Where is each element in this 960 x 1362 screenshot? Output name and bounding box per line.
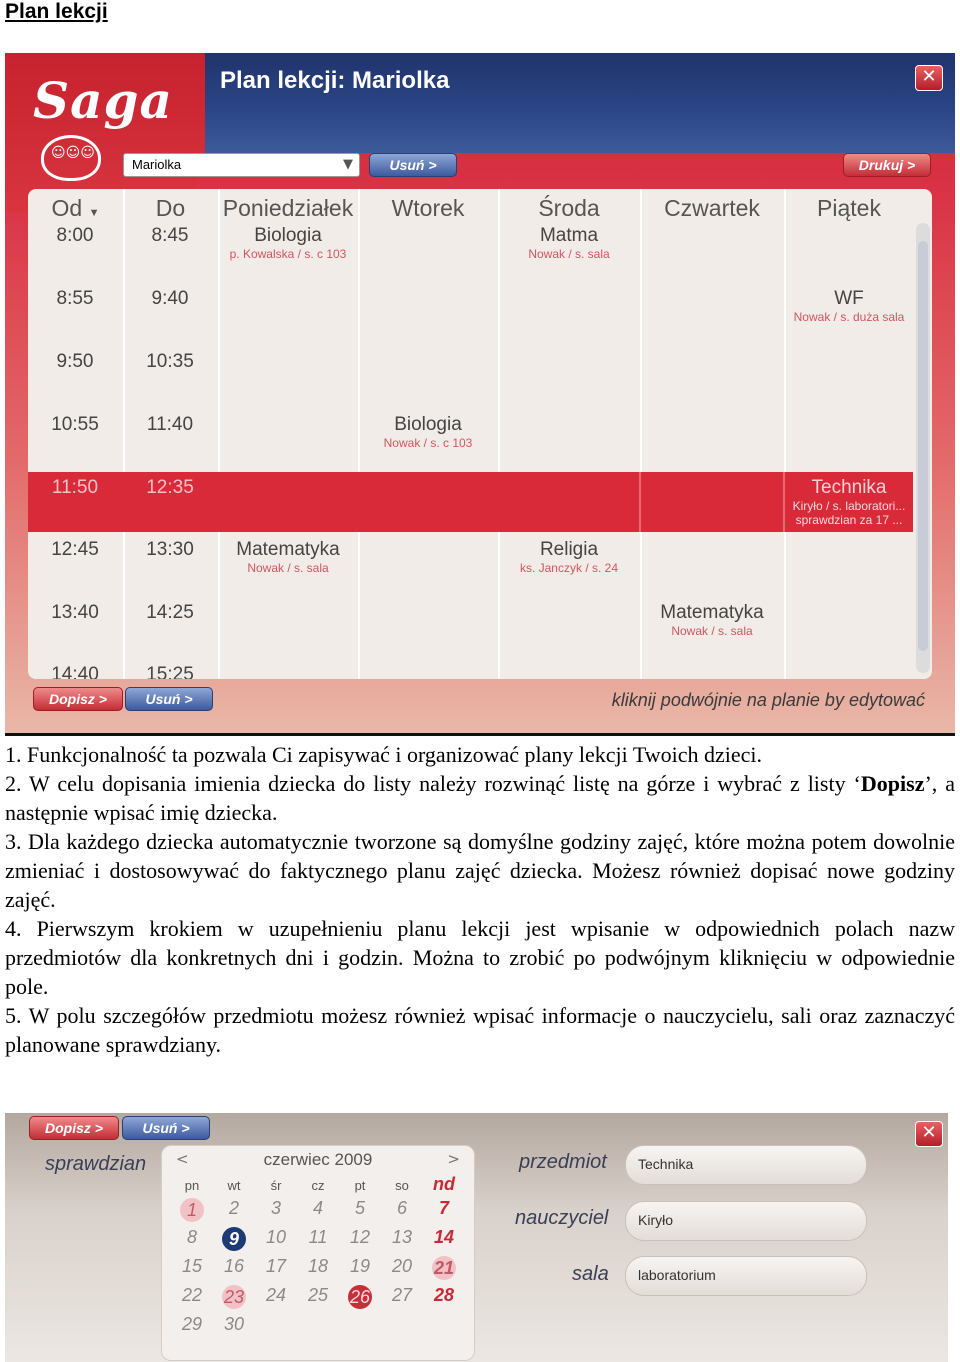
lesson-cell[interactable] <box>640 602 784 638</box>
close-button[interactable]: ✕ <box>915 1121 943 1147</box>
timetable-grid[interactable] <box>28 189 932 679</box>
calendar-day[interactable]: 24 <box>265 1285 287 1305</box>
time-start: 13:40 <box>51 602 99 623</box>
calendar-day[interactable]: 22 <box>181 1285 203 1305</box>
lesson-detail: Nowak / s. sala <box>528 247 610 261</box>
chevron-down-icon[interactable]: ▼ <box>343 157 353 172</box>
lesson-name: Matma <box>539 225 599 246</box>
lesson-cell[interactable] <box>218 225 358 261</box>
column-monday <box>218 189 360 679</box>
time-end: 15:25 <box>146 664 194 679</box>
lesson-detail: Nowak / s. duża sala <box>793 310 905 324</box>
lesson-detail: Nowak / s. sala <box>247 561 329 575</box>
teacher-label: nauczyciel <box>515 1207 609 1229</box>
calendar-month: czerwiec 2009 <box>263 1150 373 1169</box>
window-title: Plan lekcji: Mariolka <box>220 67 450 94</box>
lesson-name: Matematyka <box>236 539 340 560</box>
calendar-day[interactable]: 25 <box>307 1285 329 1305</box>
delete-lesson-button[interactable]: Usuń > <box>125 687 213 711</box>
lesson-test-note: sprawdzian za 17 ... <box>795 513 903 527</box>
lesson-cell[interactable] <box>784 288 914 324</box>
lesson-detail: Kiryło / s. laboratori... <box>792 499 906 513</box>
family-icon: ☺☺☺ <box>51 145 95 161</box>
lesson-cell[interactable] <box>498 225 640 261</box>
calendar-day[interactable]: 28 <box>433 1285 455 1305</box>
time-end: 11:40 <box>146 414 194 435</box>
calendar-day[interactable]: 5 <box>354 1198 365 1218</box>
calendar-day[interactable]: 17 <box>265 1256 287 1276</box>
instruction-3: 3. Dla każdego dziecka automatycznie tworzone są domyślne godziny zajęć, które można potem dowolnie zmieniać i dostosowywać do faktycznego planu zajęć dziecka. Możesz również dopisać nowe godziny zajęć. <box>5 829 955 912</box>
edit-hint: kliknij podwójnie na planie by edytować <box>611 690 925 710</box>
time-start: 12:45 <box>51 539 99 560</box>
teacher-field[interactable]: Kiryło <box>625 1201 867 1241</box>
calendar-day[interactable]: 20 <box>391 1256 413 1276</box>
calendar-day[interactable]: 3 <box>270 1198 281 1218</box>
header-monday: Poniedziałek <box>222 195 354 221</box>
header-od[interactable]: Od ▼ <box>51 195 100 221</box>
document-title: Plan lekcji <box>5 0 108 23</box>
instruction-1: 1. Funkcjonalność ta pozwala Ci zapisywać i organizować plany lekcji Twoich dzieci. <box>5 742 763 767</box>
calendar-day[interactable]: 13 <box>391 1227 413 1247</box>
calendar-day[interactable]: 1 <box>172 1198 212 1222</box>
instructions <box>5 737 955 1059</box>
next-month-icon[interactable]: > <box>447 1150 460 1168</box>
scrollbar-thumb[interactable] <box>918 241 928 651</box>
column-friday <box>784 189 914 679</box>
weekday: pt <box>354 1178 366 1193</box>
time-start: 14:40 <box>51 664 99 679</box>
room-field[interactable]: laboratorium <box>625 1256 867 1296</box>
calendar-day[interactable]: 27 <box>391 1285 413 1305</box>
lesson-name: Matematyka <box>660 602 764 623</box>
instruction-4: 4. Pierwszym krokiem w uzupełnieniu planu lekcji jest wpisanie w odpowiednich polach nazw przedmiotów dla konkretnych dni i godzin. Można to zrobić po podwójnym kliknięciu w odpowiednie pole. <box>5 916 955 999</box>
header-friday: Piątek <box>817 195 881 221</box>
lesson-cell[interactable] <box>784 477 914 527</box>
prev-month-icon[interactable]: < <box>176 1150 189 1168</box>
calendar-day[interactable]: 29 <box>181 1314 203 1334</box>
calendar-day[interactable]: 23 <box>223 1287 245 1307</box>
time-end: 9:40 <box>151 288 189 309</box>
lesson-cell[interactable] <box>218 539 358 575</box>
selected-row[interactable] <box>28 472 913 532</box>
lesson-cell[interactable] <box>498 539 640 575</box>
weekday: pn <box>184 1178 200 1193</box>
lesson-name: Religia <box>539 539 599 560</box>
column-wednesday <box>498 189 642 679</box>
calendar-day[interactable]: 7 <box>438 1198 449 1218</box>
lesson-detail: Nowak / s. sala <box>671 624 753 638</box>
calendar-day[interactable]: 10 <box>265 1227 287 1247</box>
delete-button[interactable]: Usuń > <box>122 1116 210 1140</box>
calendar-day[interactable]: 14 <box>433 1227 455 1247</box>
lesson-name: WF <box>834 288 864 309</box>
print-button[interactable]: Drukuj > <box>843 153 931 177</box>
add-lesson-button[interactable]: Dopisz > <box>33 687 123 711</box>
time-end: 14:25 <box>146 602 194 623</box>
delete-child-button[interactable]: Usuń > <box>369 153 457 177</box>
divider <box>5 733 955 736</box>
lesson-name: Technika <box>811 477 887 498</box>
time-start: 11:50 <box>51 477 99 498</box>
time-start: 8:55 <box>56 288 94 309</box>
calendar-day[interactable]: 30 <box>223 1314 245 1334</box>
calendar-day[interactable]: 8 <box>186 1227 197 1247</box>
time-start: 8:00 <box>56 225 94 246</box>
test-label: sprawdzian <box>45 1153 147 1175</box>
lesson-detail: Nowak / s. c 103 <box>383 436 473 450</box>
header-thursday: Czwartek <box>664 195 760 221</box>
room-label: sala <box>572 1263 609 1285</box>
row-divider <box>639 472 641 532</box>
close-button[interactable]: ✕ <box>915 65 943 91</box>
calendar-day[interactable]: 11 <box>308 1227 328 1247</box>
header-tuesday: Wtorek <box>391 195 465 221</box>
calendar-day-selected[interactable]: 26 <box>349 1287 371 1307</box>
lesson-details-window <box>5 1113 948 1362</box>
lesson-plan-window <box>5 53 955 733</box>
child-select-value: Mariolka <box>132 157 182 172</box>
calendar-day[interactable]: 15 <box>181 1256 203 1276</box>
calendar-day[interactable]: 21 <box>433 1258 455 1278</box>
time-end: 13:30 <box>146 539 194 560</box>
header-do[interactable]: Do <box>155 195 186 221</box>
lesson-name: Biologia <box>254 225 322 246</box>
lesson-cell[interactable] <box>358 414 498 450</box>
time-end: 12:35 <box>146 477 194 498</box>
weekday: cz <box>311 1178 325 1193</box>
vertical-scrollbar[interactable] <box>916 223 930 673</box>
add-button[interactable]: Dopisz > <box>29 1116 119 1140</box>
instruction-2: 2. W celu dopisania imienia dziecka do listy należy rozwinąć listę na górze i wybrać z listy ‘Dopisz’, a następnie wpisać imię dziecka. <box>5 771 955 825</box>
calendar-day-today[interactable]: 9 <box>214 1227 254 1251</box>
lesson-detail: p. Kowalska / s. c 103 <box>229 247 347 261</box>
weekday: so <box>395 1178 409 1193</box>
instruction-2-bold: Dopisz <box>860 771 925 796</box>
time-end: 8:45 <box>151 225 189 246</box>
subject-field[interactable]: Technika <box>625 1145 867 1185</box>
time-end: 10:35 <box>146 351 194 372</box>
sort-arrow-icon: ▼ <box>88 207 100 219</box>
calendar-day[interactable]: 16 <box>223 1256 245 1276</box>
calendar[interactable] <box>161 1145 475 1361</box>
calendar-day[interactable]: 6 <box>396 1198 407 1218</box>
calendar-day[interactable]: 19 <box>349 1256 371 1276</box>
lesson-detail: ks. Janczyk / s. 24 <box>519 561 619 575</box>
calendar-day[interactable]: 4 <box>312 1198 323 1218</box>
calendar-day[interactable]: 2 <box>228 1198 239 1218</box>
weekday: śr <box>270 1178 282 1193</box>
child-select[interactable] <box>123 153 360 177</box>
time-start: 9:50 <box>56 351 94 372</box>
subject-label: przedmiot <box>519 1151 607 1173</box>
lesson-name: Biologia <box>394 414 462 435</box>
weekday: wt <box>227 1178 241 1193</box>
calendar-day[interactable]: 18 <box>307 1256 329 1276</box>
header-wednesday: Środa <box>538 195 600 221</box>
time-start: 10:55 <box>51 414 99 435</box>
calendar-day[interactable]: 12 <box>349 1227 371 1247</box>
instruction-5: 5. W polu szczegółów przedmiotu możesz również wpisać informacje o nauczycielu, sali oraz zaznaczyć planowane sprawdziany. <box>5 1003 955 1057</box>
saga-logo: Saga <box>33 71 173 130</box>
weekday: nd <box>433 1174 455 1194</box>
